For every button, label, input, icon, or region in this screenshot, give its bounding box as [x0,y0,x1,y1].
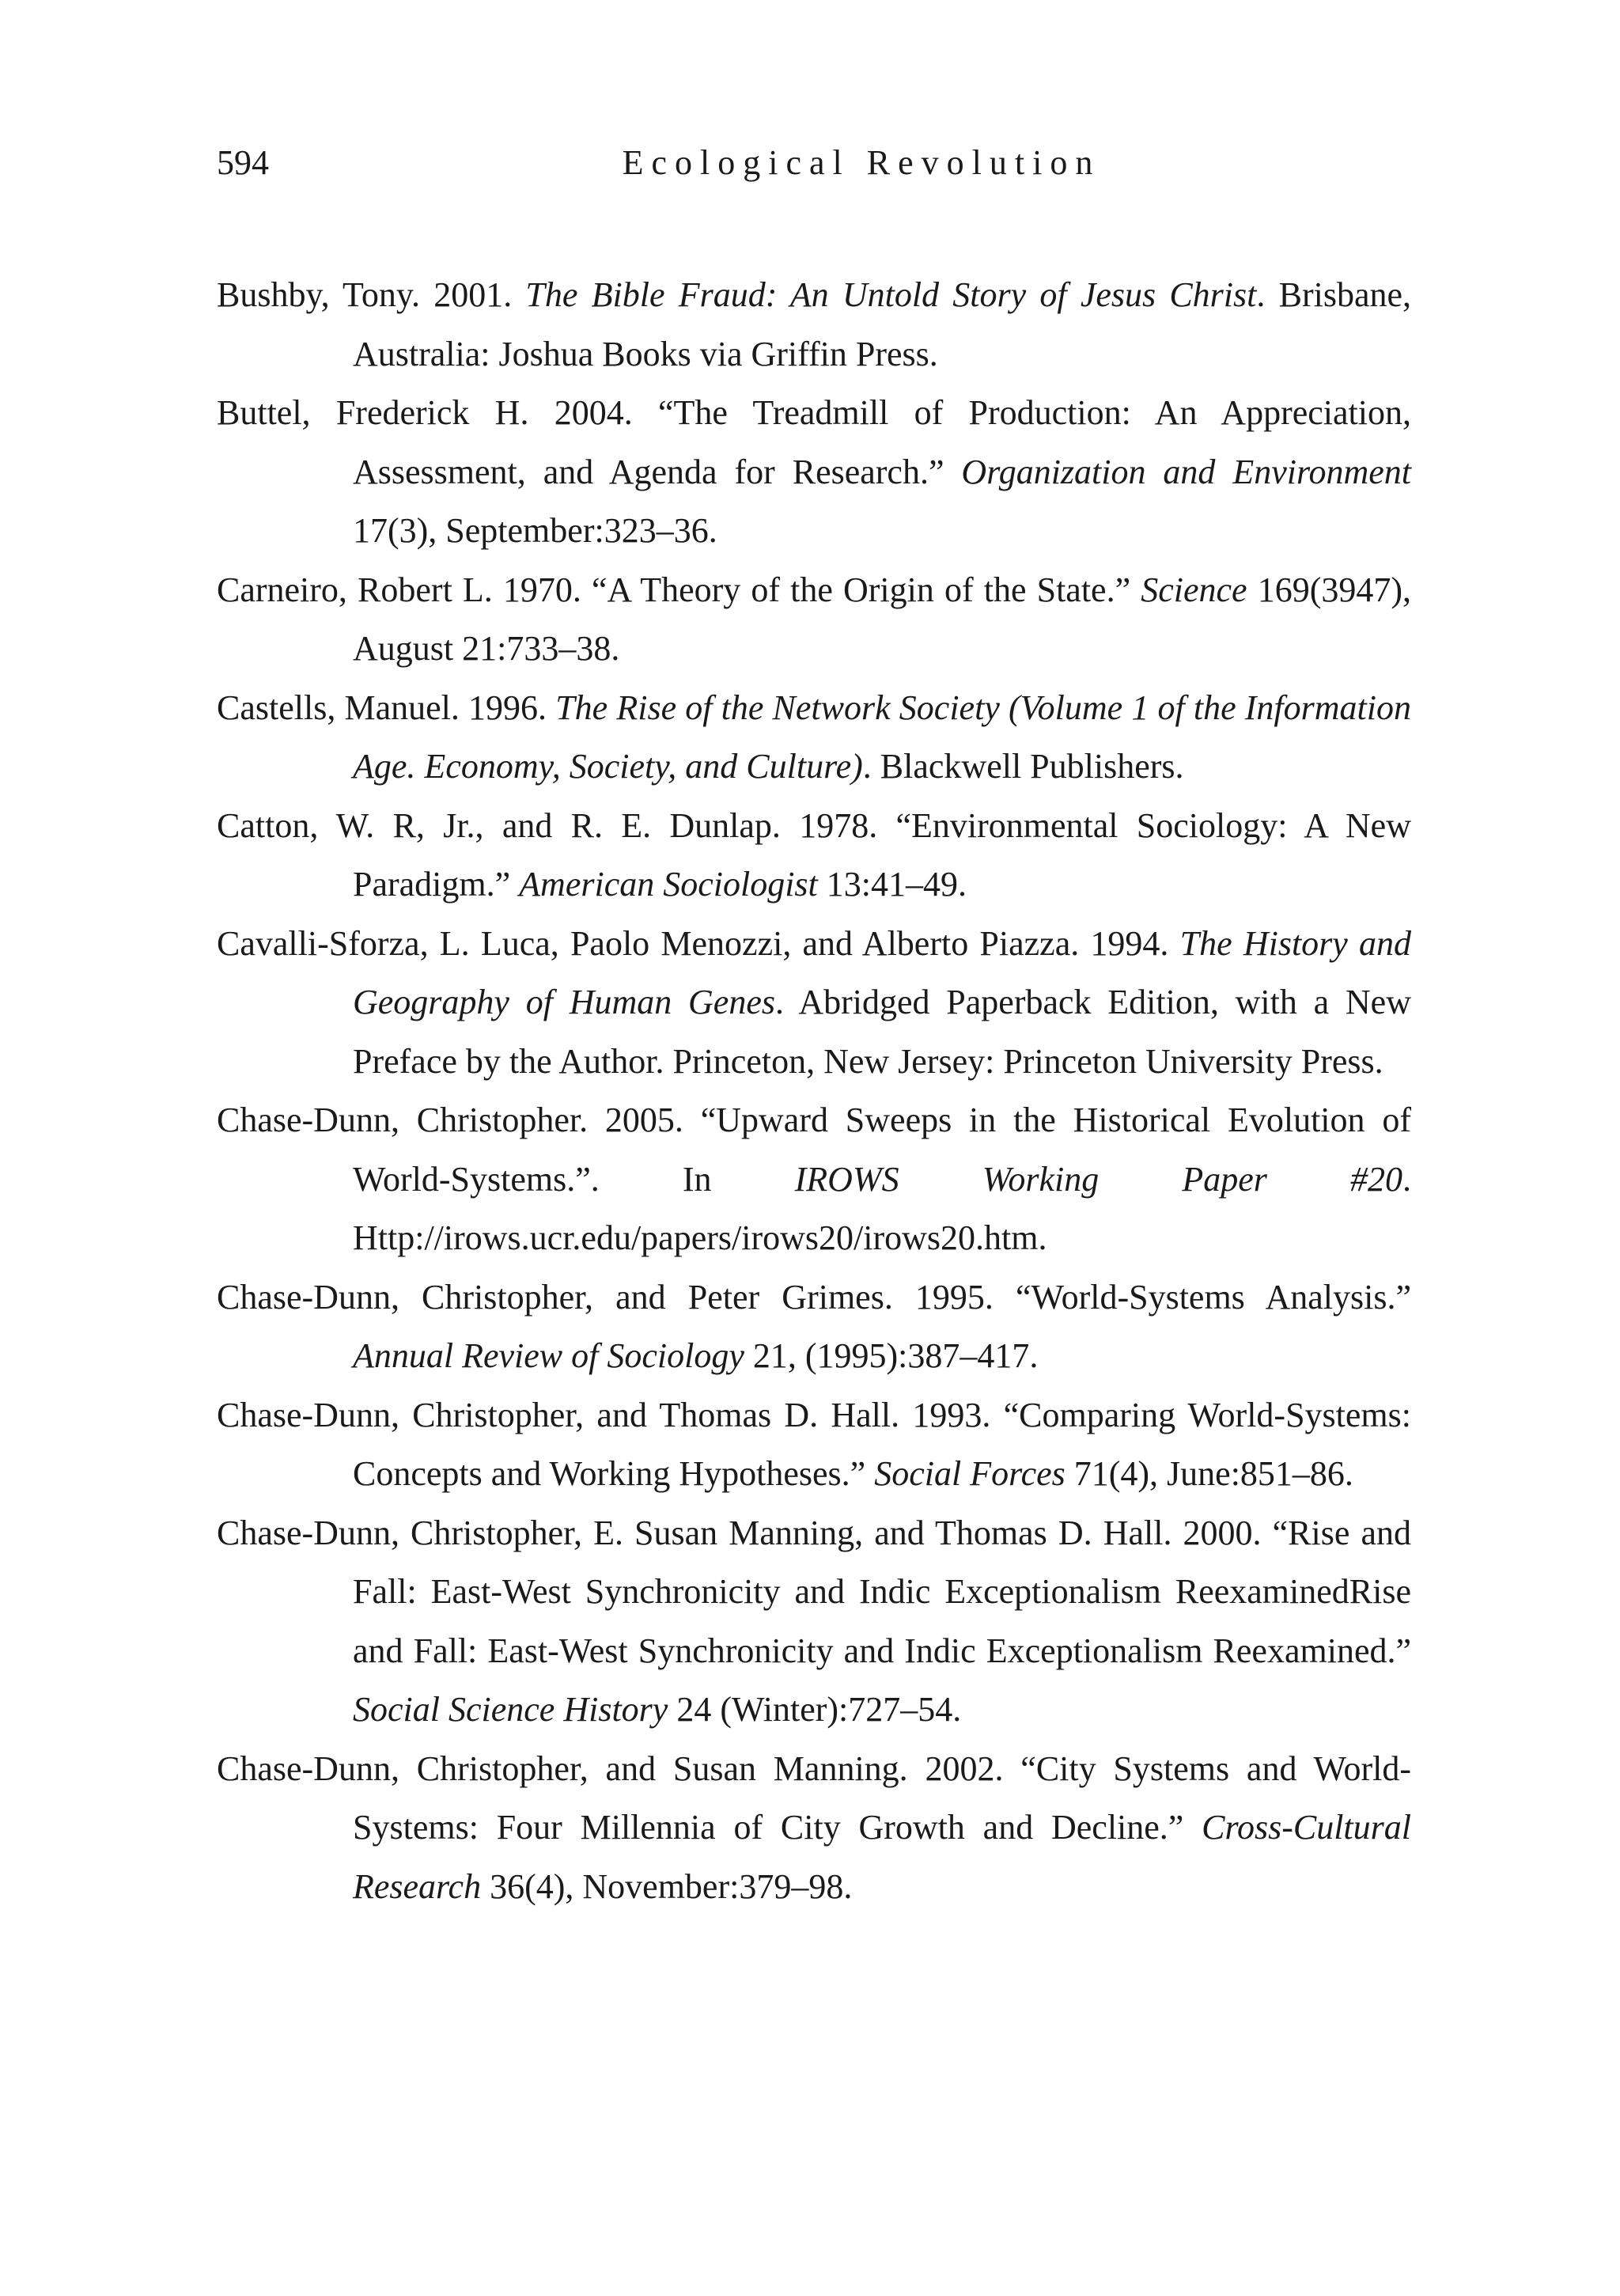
reference-entry [217,1268,1411,1386]
reference-text: . Http://irows.ucr.edu/papers/irows20/irows20.htm. [353,1159,1411,1257]
reference-title: The Rise of the Network Society (Volume 1 of the Information Age. Economy, Society, and Culture) [353,688,1411,786]
reference-title: Social Forces [874,1454,1065,1493]
reference-text: Bushby, Tony. 2001. [217,275,526,314]
reference-entry [217,266,1411,384]
reference-text: Chase-Dunn, Christopher, and Thomas D. Hall. 1993. “Comparing World-Systems: Concepts and Working Hypotheses.” [217,1395,1411,1493]
reference-title: The Bible Fraud: An Untold Story of Jesus Christ [525,275,1257,314]
reference-text: 24 (Winter):727–54. [668,1690,962,1729]
reference-title: Organization and Environment [961,452,1411,491]
reference-text: 13:41–49. [817,865,967,904]
reference-text: Chase-Dunn, Christopher, and Peter Grimes. 1995. “World-Systems Analysis.” [217,1277,1411,1317]
reference-entry [217,1740,1411,1917]
reference-title: Social Science History [353,1690,668,1729]
reference-text: 71(4), June:851–86. [1065,1454,1353,1493]
reference-title: Cross-Cultural Research [353,1808,1411,1906]
reference-entry [217,1091,1411,1268]
reference-entry [217,561,1411,679]
reference-text: Catton, W. R, Jr., and R. E. Dunlap. 1978. “Environmental Sociology: A New Paradigm.” [217,805,1411,904]
reference-text: Chase-Dunn, Christopher, and Susan Manning. 2002. “City Systems and World-Systems: Four Millennia of City Growth and Decline.” [217,1749,1411,1847]
reference-title: IROWS Working Paper #20 [794,1159,1402,1199]
reference-text: Castells, Manuel. 1996. [217,688,556,727]
reference-text: Buttel, Frederick H. 2004. “The Treadmill of Production: An Appreciation, Assessment, and Agenda for Research.” [217,393,1411,491]
running-title: Ecological Revolution [622,143,1101,182]
reference-text: Carneiro, Robert L. 1970. “A Theory of the Origin of the State.” [217,570,1141,609]
reference-text: . Blackwell Publishers. [862,747,1184,786]
reference-text: . Abridged Paperback Edition, with a New Preface by the Author. Princeton, New Jersey: Princeton University Press. [353,983,1411,1081]
reference-text: 21, (1995):387–417. [744,1336,1039,1375]
reference-entry [217,1504,1411,1740]
reference-entry [217,915,1411,1092]
reference-text: Chase-Dunn, Christopher, E. Susan Manning, and Thomas D. Hall. 2000. “Rise and Fall: East-West Synchronicity and Indic Exceptionalism ReexaminedRise and Fall: East-West Synchronicity and Indic Exceptionalism Reexamined.” [217,1513,1411,1670]
reference-title: American Sociologist [519,865,818,904]
reference-text: 169(3947), August 21:733–38. [353,570,1411,668]
reference-title: Science [1141,570,1247,609]
reference-text: 36(4), November:379–98. [481,1866,853,1906]
reference-entry [217,384,1411,561]
page-number: 594 [217,143,269,182]
reference-text: Cavalli-Sforza, L. Luca, Paolo Menozzi, and Alberto Piazza. 1994. [217,923,1180,963]
reference-entry [217,679,1411,797]
reference-text: Chase-Dunn, Christopher. 2005. “Upward Sweeps in the Historical Evolution of World-Systems.”. In [217,1101,1411,1199]
reference-title: The History and Geography of Human Genes [353,923,1412,1021]
reference-entry [217,797,1411,915]
reference-title: Annual Review of Sociology [353,1336,744,1375]
reference-entry [217,1386,1411,1504]
reference-list [217,266,1411,1916]
reference-text: . Brisbane, Australia: Joshua Books via Griffin Press. [353,275,1412,373]
running-head [217,139,1411,187]
reference-text: 17(3), September:323–36. [353,511,717,550]
